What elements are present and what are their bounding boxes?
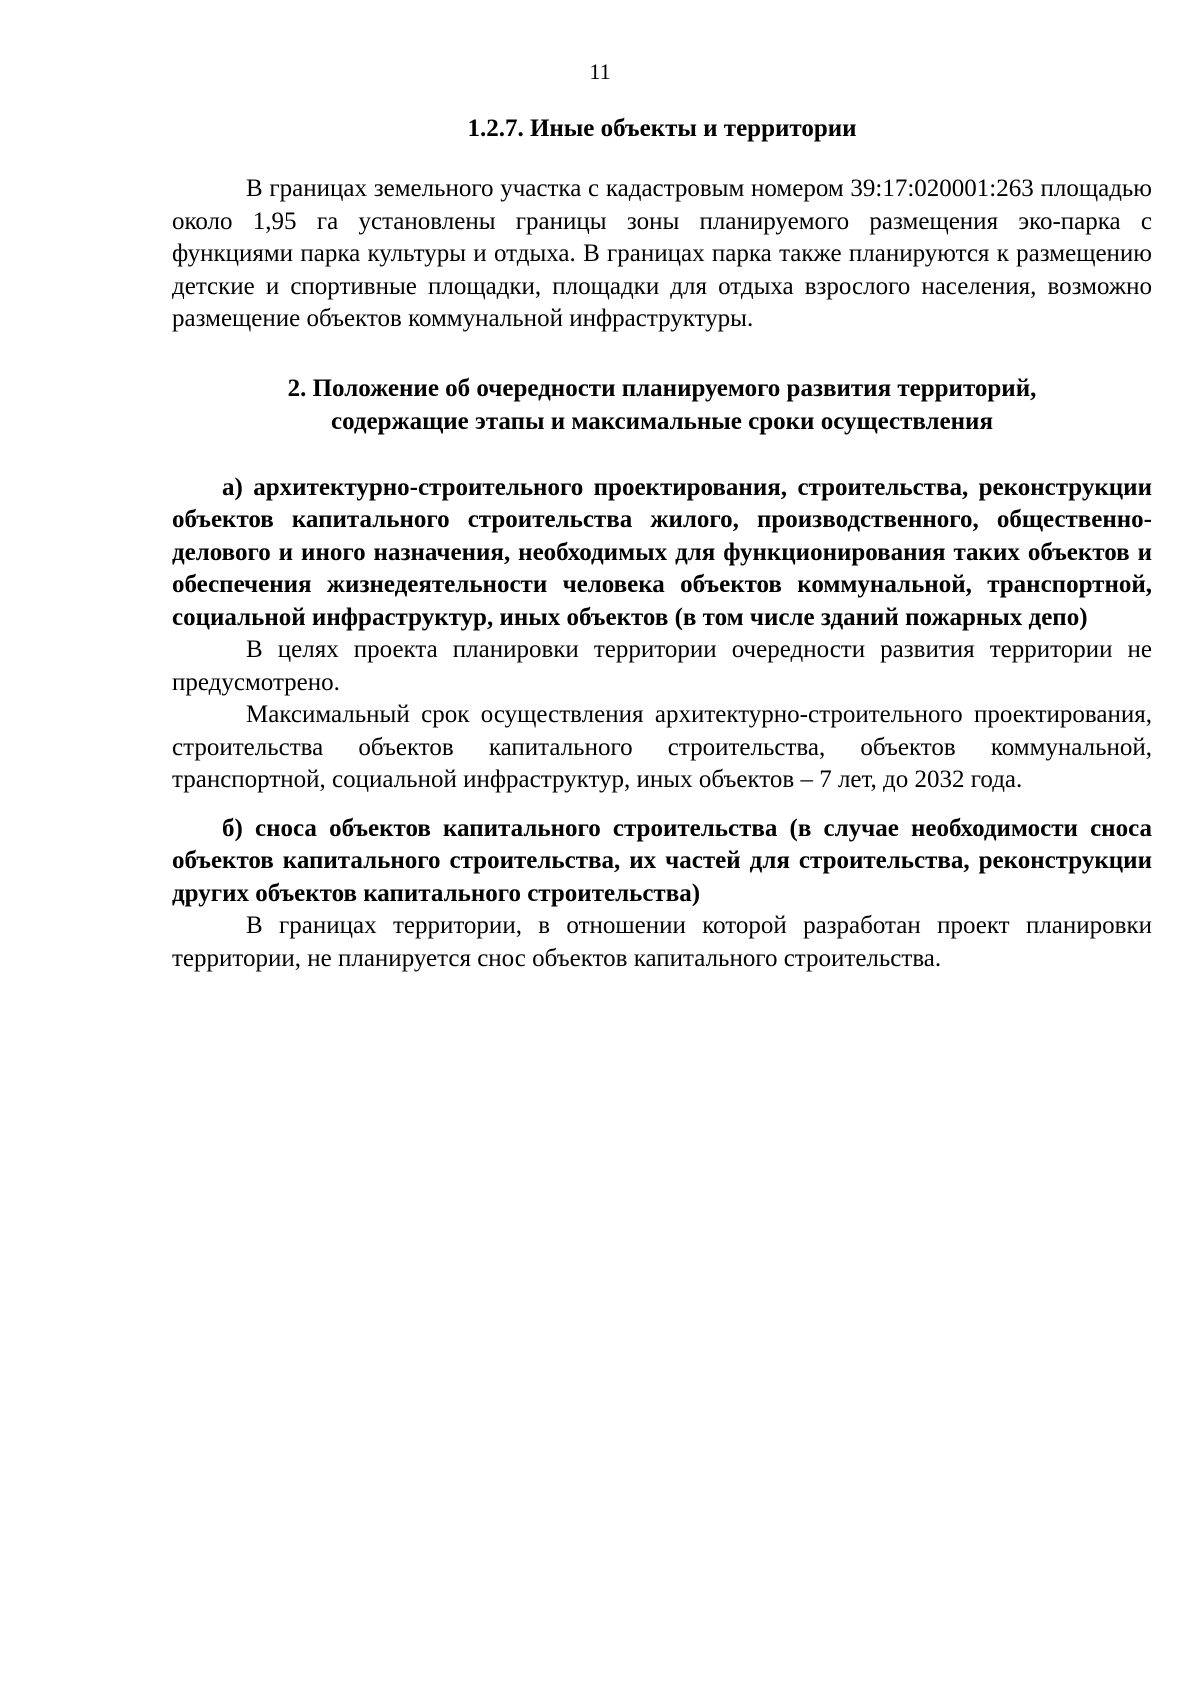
section-1-2-7-paragraph: В границах земельного участка с кадастровым номером 39:17:020001:263 площадью около 1,95 га установлены границы зоны планируемого размещения эко-парка с функциями парка культуры и отдыха. В границах парка также планируются к размещению детские и спортивные площадки, площадки для отдыха взрослого населения, возможно размещение объектов коммунальной инфраструктуры. (172, 175, 1152, 332)
item-a-paragraph-1: В целях проекта планировки территории очередности развития территории не предусмотрено. (172, 636, 1152, 696)
section-heading-2-line1: 2. Положение об очередности планируемого развития территорий, (287, 374, 1037, 402)
section-heading-2-line2: содержащие этапы и максимальные сроки осуществления (331, 407, 993, 435)
item-b-title: б) сноса объектов капитального строительства (в случае необходимости сноса объектов капитального строительства, их частей для строительства, реконструкции других объектов капитального строительства) (172, 814, 1152, 907)
page-content (172, 112, 1152, 975)
item-a-title: а) архитектурно-строительного проектирования, строительства, реконструкции объектов капитального строительства жилого, производственного, общественно-делового и иного назначения, необходимых для функционирования таких объектов и обеспечения жизнедеятельности человека объектов коммунальной, транспортной, социальной инфраструктур, иных объектов (в том числе зданий пожарных депо) (172, 473, 1152, 631)
page-number: 11 (589, 59, 611, 84)
item-a-paragraph-2: Максимальный срок осуществления архитектурно-строительного проектирования, строительства объектов капитального строительства, объектов коммунальной, транспортной, социальной инфраструктур, иных объектов – 7 лет, до 2032 года. (172, 701, 1152, 793)
section-heading-1-2-7: 1.2.7. Иные объекты и территории (467, 115, 857, 142)
item-b-paragraph-1: В границах территории, в отношении которой разработан проект планировки территории, не планируется снос объектов капитального строительства. (172, 912, 1152, 972)
